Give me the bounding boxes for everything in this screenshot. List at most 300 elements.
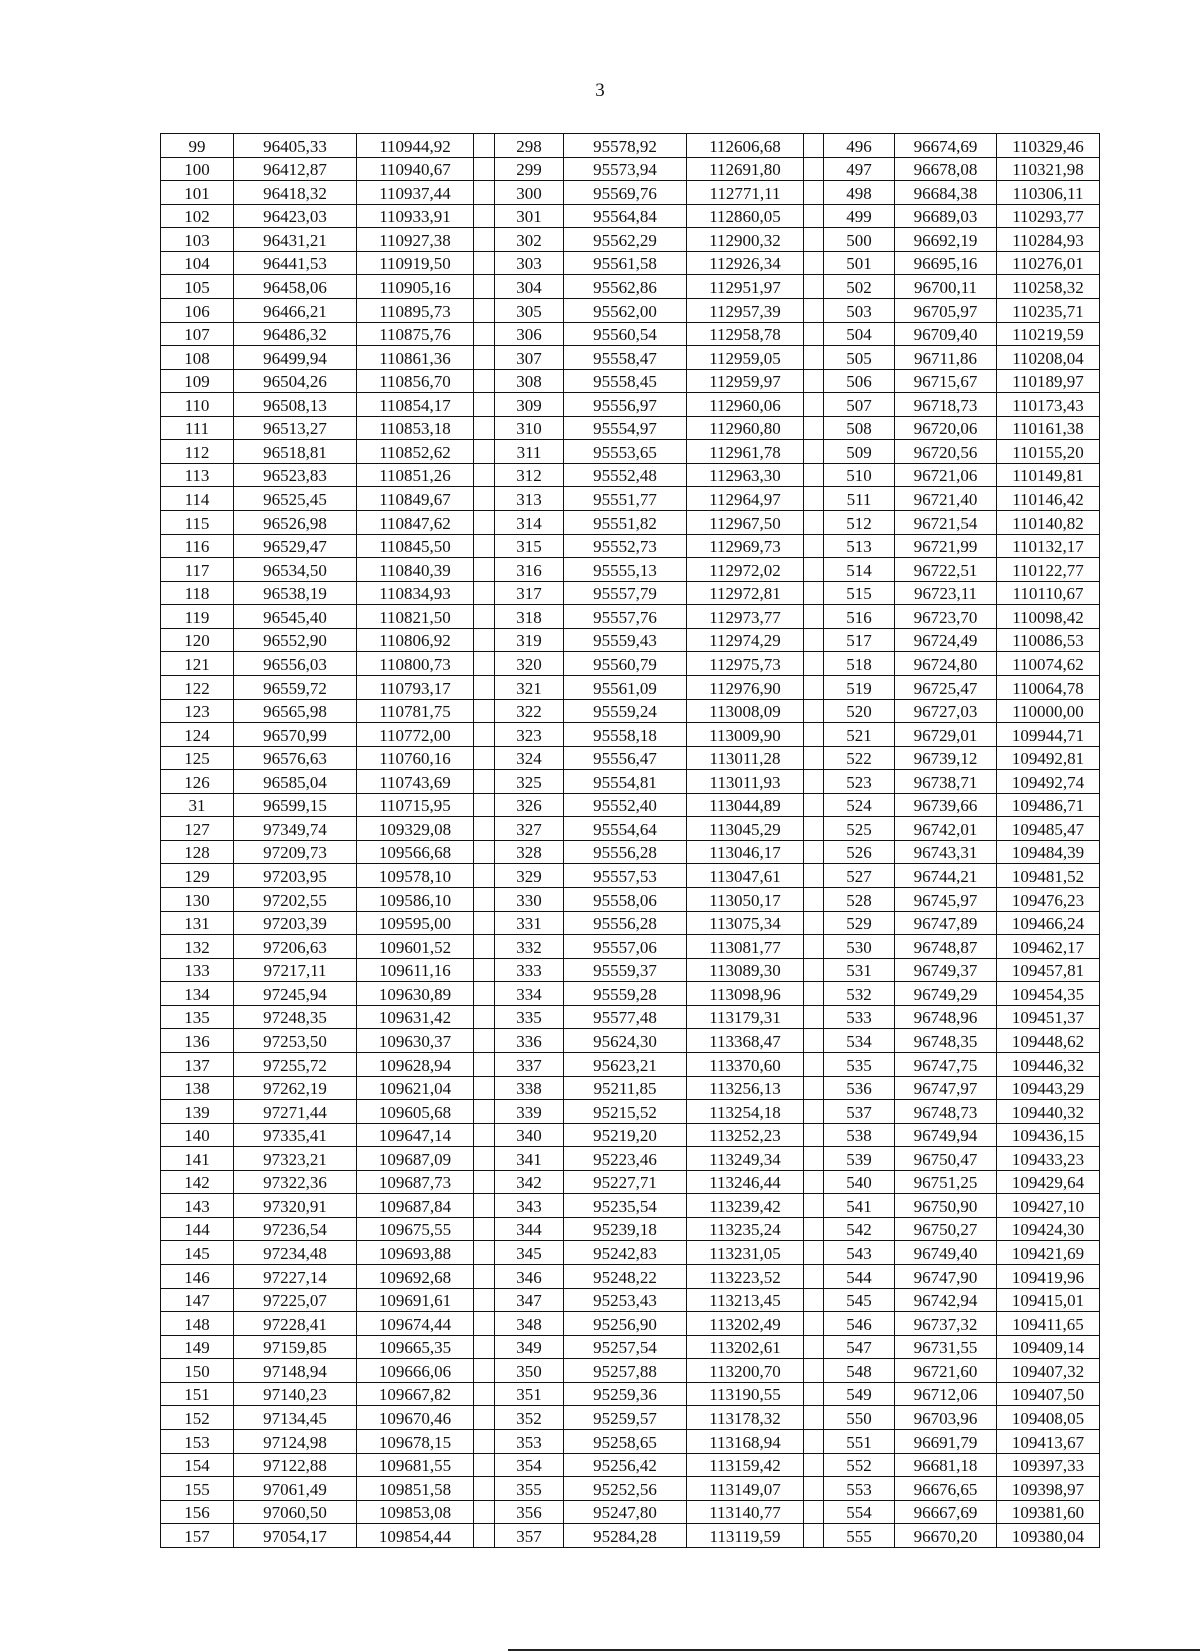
x-coordinate-cell: 96570,99: [234, 723, 357, 747]
point-number-cell: 499: [824, 204, 895, 228]
table-row: [161, 1477, 1100, 1501]
x-coordinate-cell: 96724,80: [895, 652, 997, 676]
y-coordinate-cell: 112958,78: [687, 322, 804, 346]
column-separator-cell: [804, 793, 824, 817]
column-separator-cell: [804, 134, 824, 158]
column-separator-cell: [474, 817, 495, 841]
x-coordinate-cell: 96729,01: [895, 723, 997, 747]
x-coordinate-cell: 96750,90: [895, 1194, 997, 1218]
point-number-cell: 353: [495, 1429, 564, 1453]
y-coordinate-cell: 110155,20: [997, 440, 1100, 464]
y-coordinate-cell: 113370,60: [687, 1052, 804, 1076]
table-row: [161, 534, 1100, 558]
y-coordinate-cell: 113011,28: [687, 746, 804, 770]
x-coordinate-cell: 95551,82: [564, 511, 687, 535]
x-coordinate-cell: 96742,94: [895, 1288, 997, 1312]
y-coordinate-cell: 110933,91: [357, 204, 474, 228]
x-coordinate-cell: 95573,94: [564, 157, 687, 181]
y-coordinate-cell: 112961,78: [687, 440, 804, 464]
y-coordinate-cell: 112691,80: [687, 157, 804, 181]
point-number-cell: 108: [161, 346, 234, 370]
x-coordinate-cell: 95578,92: [564, 134, 687, 158]
column-separator-cell: [474, 793, 495, 817]
column-separator-cell: [474, 228, 495, 252]
point-number-cell: 303: [495, 251, 564, 275]
x-coordinate-cell: 97124,98: [234, 1429, 357, 1453]
point-number-cell: 327: [495, 817, 564, 841]
y-coordinate-cell: 112959,97: [687, 369, 804, 393]
y-coordinate-cell: 109413,67: [997, 1429, 1100, 1453]
y-coordinate-cell: 110235,71: [997, 298, 1100, 322]
column-separator-cell: [474, 723, 495, 747]
column-separator-cell: [474, 1524, 495, 1548]
point-number-cell: 541: [824, 1194, 895, 1218]
y-coordinate-cell: 110110,67: [997, 581, 1100, 605]
x-coordinate-cell: 95258,65: [564, 1429, 687, 1453]
point-number-cell: 148: [161, 1312, 234, 1336]
y-coordinate-cell: 113223,52: [687, 1265, 804, 1289]
x-coordinate-cell: 96412,87: [234, 157, 357, 181]
y-coordinate-cell: 109454,35: [997, 982, 1100, 1006]
column-separator-cell: [474, 157, 495, 181]
x-coordinate-cell: 96723,70: [895, 605, 997, 629]
y-coordinate-cell: 113231,05: [687, 1241, 804, 1265]
x-coordinate-cell: 96431,21: [234, 228, 357, 252]
table-row: [161, 746, 1100, 770]
table-row: [161, 770, 1100, 794]
point-number-cell: 114: [161, 487, 234, 511]
point-number-cell: 127: [161, 817, 234, 841]
column-separator-cell: [474, 1477, 495, 1501]
point-number-cell: 354: [495, 1453, 564, 1477]
point-number-cell: 510: [824, 463, 895, 487]
x-coordinate-cell: 96737,32: [895, 1312, 997, 1336]
x-coordinate-cell: 97323,21: [234, 1147, 357, 1171]
table-row: [161, 440, 1100, 464]
x-coordinate-cell: 96418,32: [234, 181, 357, 205]
bottom-rule: [508, 1649, 1200, 1651]
y-coordinate-cell: 109492,74: [997, 770, 1100, 794]
point-number-cell: 147: [161, 1288, 234, 1312]
y-coordinate-cell: 113009,90: [687, 723, 804, 747]
point-number-cell: 145: [161, 1241, 234, 1265]
point-number-cell: 307: [495, 346, 564, 370]
column-separator-cell: [804, 1123, 824, 1147]
column-separator-cell: [474, 1382, 495, 1406]
point-number-cell: 107: [161, 322, 234, 346]
y-coordinate-cell: 113050,17: [687, 888, 804, 912]
x-coordinate-cell: 95552,48: [564, 463, 687, 487]
point-number-cell: 310: [495, 416, 564, 440]
column-separator-cell: [474, 1359, 495, 1383]
point-number-cell: 338: [495, 1076, 564, 1100]
y-coordinate-cell: 112974,29: [687, 628, 804, 652]
x-coordinate-cell: 96721,54: [895, 511, 997, 535]
column-separator-cell: [804, 652, 824, 676]
x-coordinate-cell: 97227,14: [234, 1265, 357, 1289]
column-separator-cell: [804, 1288, 824, 1312]
point-number-cell: 347: [495, 1288, 564, 1312]
column-separator-cell: [804, 251, 824, 275]
table-row: [161, 1029, 1100, 1053]
point-number-cell: 335: [495, 1005, 564, 1029]
point-number-cell: 507: [824, 393, 895, 417]
y-coordinate-cell: 110940,67: [357, 157, 474, 181]
y-coordinate-cell: 109419,96: [997, 1265, 1100, 1289]
x-coordinate-cell: 95577,48: [564, 1005, 687, 1029]
point-number-cell: 151: [161, 1382, 234, 1406]
y-coordinate-cell: 110146,42: [997, 487, 1100, 511]
point-number-cell: 535: [824, 1052, 895, 1076]
table-row: [161, 1288, 1100, 1312]
x-coordinate-cell: 96722,51: [895, 558, 997, 582]
point-number-cell: 555: [824, 1524, 895, 1548]
x-coordinate-cell: 96748,96: [895, 1005, 997, 1029]
y-coordinate-cell: 113089,30: [687, 958, 804, 982]
point-number-cell: 539: [824, 1147, 895, 1171]
point-number-cell: 311: [495, 440, 564, 464]
y-coordinate-cell: 109381,60: [997, 1500, 1100, 1524]
point-number-cell: 31: [161, 793, 234, 817]
y-coordinate-cell: 113140,77: [687, 1500, 804, 1524]
x-coordinate-cell: 95235,54: [564, 1194, 687, 1218]
y-coordinate-cell: 110853,18: [357, 416, 474, 440]
table-row: [161, 1170, 1100, 1194]
y-coordinate-cell: 109687,84: [357, 1194, 474, 1218]
x-coordinate-cell: 96526,98: [234, 511, 357, 535]
x-coordinate-cell: 95552,73: [564, 534, 687, 558]
y-coordinate-cell: 113047,61: [687, 864, 804, 888]
point-number-cell: 140: [161, 1123, 234, 1147]
y-coordinate-cell: 109486,71: [997, 793, 1100, 817]
table-row: [161, 1335, 1100, 1359]
y-coordinate-cell: 109675,55: [357, 1217, 474, 1241]
y-coordinate-cell: 113044,89: [687, 793, 804, 817]
y-coordinate-cell: 110173,43: [997, 393, 1100, 417]
y-coordinate-cell: 109448,62: [997, 1029, 1100, 1053]
y-coordinate-cell: 110329,46: [997, 134, 1100, 158]
y-coordinate-cell: 113098,96: [687, 982, 804, 1006]
point-number-cell: 511: [824, 487, 895, 511]
x-coordinate-cell: 95257,88: [564, 1359, 687, 1383]
x-coordinate-cell: 97228,41: [234, 1312, 357, 1336]
y-coordinate-cell: 109407,32: [997, 1359, 1100, 1383]
y-coordinate-cell: 112771,11: [687, 181, 804, 205]
column-separator-cell: [474, 982, 495, 1006]
y-coordinate-cell: 110821,50: [357, 605, 474, 629]
x-coordinate-cell: 95557,53: [564, 864, 687, 888]
y-coordinate-cell: 110875,76: [357, 322, 474, 346]
point-number-cell: 343: [495, 1194, 564, 1218]
x-coordinate-cell: 97262,19: [234, 1076, 357, 1100]
x-coordinate-cell: 96684,38: [895, 181, 997, 205]
x-coordinate-cell: 97225,07: [234, 1288, 357, 1312]
x-coordinate-cell: 96744,21: [895, 864, 997, 888]
point-number-cell: 320: [495, 652, 564, 676]
x-coordinate-cell: 95559,43: [564, 628, 687, 652]
x-coordinate-cell: 96709,40: [895, 322, 997, 346]
y-coordinate-cell: 110781,75: [357, 699, 474, 723]
x-coordinate-cell: 96545,40: [234, 605, 357, 629]
x-coordinate-cell: 96499,94: [234, 346, 357, 370]
point-number-cell: 139: [161, 1100, 234, 1124]
y-coordinate-cell: 109566,68: [357, 840, 474, 864]
column-separator-cell: [804, 298, 824, 322]
y-coordinate-cell: 110854,17: [357, 393, 474, 417]
table-row: [161, 605, 1100, 629]
column-separator-cell: [474, 275, 495, 299]
x-coordinate-cell: 96750,47: [895, 1147, 997, 1171]
y-coordinate-cell: 109647,14: [357, 1123, 474, 1147]
x-coordinate-cell: 96721,06: [895, 463, 997, 487]
column-separator-cell: [804, 1524, 824, 1548]
column-separator-cell: [804, 1500, 824, 1524]
column-separator-cell: [474, 958, 495, 982]
y-coordinate-cell: 110306,11: [997, 181, 1100, 205]
column-separator-cell: [474, 1312, 495, 1336]
table-row: [161, 251, 1100, 275]
x-coordinate-cell: 95558,47: [564, 346, 687, 370]
y-coordinate-cell: 109687,73: [357, 1170, 474, 1194]
y-coordinate-cell: 110851,26: [357, 463, 474, 487]
point-number-cell: 110: [161, 393, 234, 417]
point-number-cell: 100: [161, 157, 234, 181]
x-coordinate-cell: 96513,27: [234, 416, 357, 440]
x-coordinate-cell: 97122,88: [234, 1453, 357, 1477]
y-coordinate-cell: 113368,47: [687, 1029, 804, 1053]
column-separator-cell: [474, 487, 495, 511]
column-separator-cell: [804, 1194, 824, 1218]
x-coordinate-cell: 96508,13: [234, 393, 357, 417]
y-coordinate-cell: 109481,52: [997, 864, 1100, 888]
point-number-cell: 312: [495, 463, 564, 487]
table-row: [161, 1076, 1100, 1100]
y-coordinate-cell: 110793,17: [357, 675, 474, 699]
x-coordinate-cell: 95554,64: [564, 817, 687, 841]
point-number-cell: 138: [161, 1076, 234, 1100]
column-separator-cell: [474, 1406, 495, 1430]
y-coordinate-cell: 109601,52: [357, 935, 474, 959]
x-coordinate-cell: 96534,50: [234, 558, 357, 582]
x-coordinate-cell: 95247,80: [564, 1500, 687, 1524]
column-separator-cell: [804, 935, 824, 959]
y-coordinate-cell: 112960,80: [687, 416, 804, 440]
y-coordinate-cell: 109630,89: [357, 982, 474, 1006]
table-row: [161, 1312, 1100, 1336]
y-coordinate-cell: 110284,93: [997, 228, 1100, 252]
point-number-cell: 551: [824, 1429, 895, 1453]
point-number-cell: 141: [161, 1147, 234, 1171]
column-separator-cell: [804, 958, 824, 982]
y-coordinate-cell: 110743,69: [357, 770, 474, 794]
y-coordinate-cell: 109667,82: [357, 1382, 474, 1406]
column-separator-cell: [804, 1477, 824, 1501]
y-coordinate-cell: 109586,10: [357, 888, 474, 912]
column-separator-cell: [474, 652, 495, 676]
table-row: [161, 935, 1100, 959]
point-number-cell: 339: [495, 1100, 564, 1124]
point-number-cell: 101: [161, 181, 234, 205]
point-number-cell: 333: [495, 958, 564, 982]
y-coordinate-cell: 109666,06: [357, 1359, 474, 1383]
x-coordinate-cell: 95215,52: [564, 1100, 687, 1124]
point-number-cell: 308: [495, 369, 564, 393]
y-coordinate-cell: 109466,24: [997, 911, 1100, 935]
y-coordinate-cell: 110849,67: [357, 487, 474, 511]
column-separator-cell: [804, 1265, 824, 1289]
x-coordinate-cell: 97335,41: [234, 1123, 357, 1147]
column-separator-cell: [804, 1100, 824, 1124]
x-coordinate-cell: 95569,76: [564, 181, 687, 205]
y-coordinate-cell: 113008,09: [687, 699, 804, 723]
point-number-cell: 515: [824, 581, 895, 605]
x-coordinate-cell: 96523,83: [234, 463, 357, 487]
y-coordinate-cell: 110772,00: [357, 723, 474, 747]
y-coordinate-cell: 109476,23: [997, 888, 1100, 912]
x-coordinate-cell: 96743,31: [895, 840, 997, 864]
point-number-cell: 315: [495, 534, 564, 558]
table-row: [161, 888, 1100, 912]
column-separator-cell: [474, 675, 495, 699]
y-coordinate-cell: 110905,16: [357, 275, 474, 299]
column-separator-cell: [474, 322, 495, 346]
table-row: [161, 134, 1100, 158]
y-coordinate-cell: 112972,02: [687, 558, 804, 582]
y-coordinate-cell: 110840,39: [357, 558, 474, 582]
point-number-cell: 306: [495, 322, 564, 346]
x-coordinate-cell: 97209,73: [234, 840, 357, 864]
table-row: [161, 628, 1100, 652]
x-coordinate-cell: 97159,85: [234, 1335, 357, 1359]
x-coordinate-cell: 97236,54: [234, 1217, 357, 1241]
x-coordinate-cell: 97054,17: [234, 1524, 357, 1548]
column-separator-cell: [474, 840, 495, 864]
x-coordinate-cell: 96750,27: [895, 1217, 997, 1241]
y-coordinate-cell: 110856,70: [357, 369, 474, 393]
x-coordinate-cell: 95223,46: [564, 1147, 687, 1171]
x-coordinate-cell: 97203,95: [234, 864, 357, 888]
y-coordinate-cell: 113046,17: [687, 840, 804, 864]
point-number-cell: 356: [495, 1500, 564, 1524]
table-row: [161, 817, 1100, 841]
x-coordinate-cell: 96727,03: [895, 699, 997, 723]
x-coordinate-cell: 97349,74: [234, 817, 357, 841]
point-number-cell: 117: [161, 558, 234, 582]
point-number-cell: 124: [161, 723, 234, 747]
x-coordinate-cell: 96504,26: [234, 369, 357, 393]
point-number-cell: 103: [161, 228, 234, 252]
x-coordinate-cell: 96441,53: [234, 251, 357, 275]
column-separator-cell: [804, 746, 824, 770]
point-number-cell: 318: [495, 605, 564, 629]
x-coordinate-cell: 95242,83: [564, 1241, 687, 1265]
y-coordinate-cell: 113011,93: [687, 770, 804, 794]
y-coordinate-cell: 113200,70: [687, 1359, 804, 1383]
y-coordinate-cell: 110140,82: [997, 511, 1100, 535]
point-number-cell: 304: [495, 275, 564, 299]
column-separator-cell: [804, 1406, 824, 1430]
point-number-cell: 332: [495, 935, 564, 959]
point-number-cell: 351: [495, 1382, 564, 1406]
point-number-cell: 341: [495, 1147, 564, 1171]
point-number-cell: 337: [495, 1052, 564, 1076]
point-number-cell: 540: [824, 1170, 895, 1194]
point-number-cell: 525: [824, 817, 895, 841]
point-number-cell: 129: [161, 864, 234, 888]
y-coordinate-cell: 110161,38: [997, 416, 1100, 440]
point-number-cell: 300: [495, 181, 564, 205]
x-coordinate-cell: 95557,06: [564, 935, 687, 959]
point-number-cell: 319: [495, 628, 564, 652]
y-coordinate-cell: 113249,34: [687, 1147, 804, 1171]
y-coordinate-cell: 110715,95: [357, 793, 474, 817]
x-coordinate-cell: 95562,29: [564, 228, 687, 252]
y-coordinate-cell: 109440,32: [997, 1100, 1100, 1124]
x-coordinate-cell: 97206,63: [234, 935, 357, 959]
column-separator-cell: [804, 770, 824, 794]
y-coordinate-cell: 110098,42: [997, 605, 1100, 629]
point-number-cell: 550: [824, 1406, 895, 1430]
table-row: [161, 487, 1100, 511]
table-row: [161, 1147, 1100, 1171]
x-coordinate-cell: 96721,60: [895, 1359, 997, 1383]
point-number-cell: 544: [824, 1265, 895, 1289]
x-coordinate-cell: 95556,47: [564, 746, 687, 770]
x-coordinate-cell: 95561,09: [564, 675, 687, 699]
point-number-cell: 152: [161, 1406, 234, 1430]
y-coordinate-cell: 110845,50: [357, 534, 474, 558]
x-coordinate-cell: 97061,49: [234, 1477, 357, 1501]
point-number-cell: 323: [495, 723, 564, 747]
column-separator-cell: [804, 346, 824, 370]
column-separator-cell: [804, 511, 824, 535]
column-separator-cell: [474, 181, 495, 205]
column-separator-cell: [474, 298, 495, 322]
point-number-cell: 301: [495, 204, 564, 228]
point-number-cell: 331: [495, 911, 564, 935]
point-number-cell: 350: [495, 1359, 564, 1383]
point-number-cell: 528: [824, 888, 895, 912]
point-number-cell: 305: [495, 298, 564, 322]
y-coordinate-cell: 109457,81: [997, 958, 1100, 982]
point-number-cell: 133: [161, 958, 234, 982]
table-row: [161, 1123, 1100, 1147]
table-row: [161, 1052, 1100, 1076]
y-coordinate-cell: 109380,04: [997, 1524, 1100, 1548]
y-coordinate-cell: 113202,61: [687, 1335, 804, 1359]
table-row: [161, 369, 1100, 393]
y-coordinate-cell: 112606,68: [687, 134, 804, 158]
column-separator-cell: [804, 1359, 824, 1383]
x-coordinate-cell: 96556,03: [234, 652, 357, 676]
column-separator-cell: [474, 1100, 495, 1124]
x-coordinate-cell: 96700,11: [895, 275, 997, 299]
y-coordinate-cell: 113149,07: [687, 1477, 804, 1501]
y-coordinate-cell: 112960,06: [687, 393, 804, 417]
point-number-cell: 505: [824, 346, 895, 370]
x-coordinate-cell: 95623,21: [564, 1052, 687, 1076]
x-coordinate-cell: 96748,87: [895, 935, 997, 959]
x-coordinate-cell: 96748,73: [895, 1100, 997, 1124]
column-separator-cell: [804, 1005, 824, 1029]
point-number-cell: 299: [495, 157, 564, 181]
point-number-cell: 324: [495, 746, 564, 770]
table-row: [161, 675, 1100, 699]
y-coordinate-cell: 109578,10: [357, 864, 474, 888]
y-coordinate-cell: 109421,69: [997, 1241, 1100, 1265]
column-separator-cell: [474, 1288, 495, 1312]
y-coordinate-cell: 109605,68: [357, 1100, 474, 1124]
